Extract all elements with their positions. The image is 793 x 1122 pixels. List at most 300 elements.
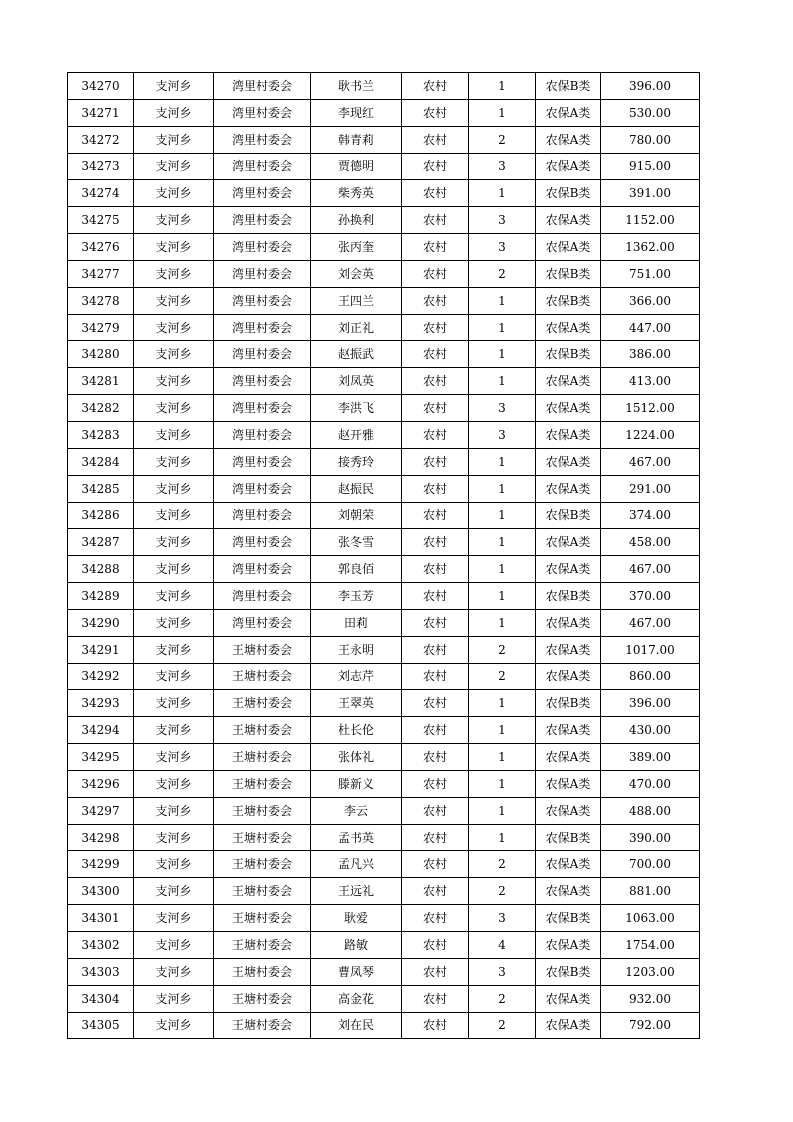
records-table	[67, 72, 700, 1039]
table-row	[68, 663, 700, 690]
name-cell: 路敏	[311, 932, 402, 959]
area-type-cell: 农村	[402, 609, 469, 636]
insurance-category-cell: 农保A类	[536, 99, 601, 126]
record-id-cell: 34303	[68, 958, 134, 985]
area-type-cell: 农村	[402, 744, 469, 771]
name-cell: 孟凡兴	[311, 851, 402, 878]
name-cell: 张丙奎	[311, 234, 402, 261]
insurance-category-cell: 农保A类	[536, 314, 601, 341]
township-cell: 支河乡	[134, 502, 214, 529]
name-cell: 韩青莉	[311, 126, 402, 153]
village-committee-cell: 王塘村委会	[214, 932, 311, 959]
name-cell: 刘朝荣	[311, 502, 402, 529]
household-count-cell: 2	[469, 260, 536, 287]
household-count-cell: 1	[469, 448, 536, 475]
amount-cell: 530.00	[601, 99, 700, 126]
household-count-cell: 3	[469, 958, 536, 985]
table-row	[68, 958, 700, 985]
table-row	[68, 1012, 700, 1039]
household-count-cell: 1	[469, 690, 536, 717]
amount-cell: 932.00	[601, 985, 700, 1012]
table-row	[68, 824, 700, 851]
township-cell: 支河乡	[134, 421, 214, 448]
township-cell: 支河乡	[134, 690, 214, 717]
village-committee-cell: 湾里村委会	[214, 529, 311, 556]
township-cell: 支河乡	[134, 395, 214, 422]
insurance-category-cell: 农保B类	[536, 260, 601, 287]
amount-cell: 860.00	[601, 663, 700, 690]
table-row	[68, 180, 700, 207]
record-id-cell: 34301	[68, 905, 134, 932]
insurance-category-cell: 农保A类	[536, 234, 601, 261]
household-count-cell: 2	[469, 636, 536, 663]
record-id-cell: 34290	[68, 609, 134, 636]
village-committee-cell: 湾里村委会	[214, 502, 311, 529]
insurance-category-cell: 农保A类	[536, 851, 601, 878]
village-committee-cell: 湾里村委会	[214, 234, 311, 261]
name-cell: 李现红	[311, 99, 402, 126]
area-type-cell: 农村	[402, 1012, 469, 1039]
insurance-category-cell: 农保B类	[536, 958, 601, 985]
household-count-cell: 3	[469, 421, 536, 448]
insurance-category-cell: 农保A类	[536, 717, 601, 744]
name-cell: 赵振民	[311, 475, 402, 502]
table-row	[68, 985, 700, 1012]
area-type-cell: 农村	[402, 932, 469, 959]
household-count-cell: 3	[469, 905, 536, 932]
township-cell: 支河乡	[134, 609, 214, 636]
area-type-cell: 农村	[402, 341, 469, 368]
area-type-cell: 农村	[402, 770, 469, 797]
township-cell: 支河乡	[134, 260, 214, 287]
amount-cell: 1203.00	[601, 958, 700, 985]
area-type-cell: 农村	[402, 958, 469, 985]
area-type-cell: 农村	[402, 663, 469, 690]
household-count-cell: 4	[469, 932, 536, 959]
insurance-category-cell: 农保A类	[536, 744, 601, 771]
area-type-cell: 农村	[402, 985, 469, 1012]
household-count-cell: 1	[469, 314, 536, 341]
name-cell: 刘会英	[311, 260, 402, 287]
insurance-category-cell: 农保A类	[536, 448, 601, 475]
name-cell: 王永明	[311, 636, 402, 663]
insurance-category-cell: 农保A类	[536, 368, 601, 395]
table-row	[68, 341, 700, 368]
village-committee-cell: 王塘村委会	[214, 663, 311, 690]
village-committee-cell: 湾里村委会	[214, 421, 311, 448]
household-count-cell: 2	[469, 1012, 536, 1039]
household-count-cell: 1	[469, 502, 536, 529]
village-committee-cell: 湾里村委会	[214, 556, 311, 583]
amount-cell: 1362.00	[601, 234, 700, 261]
village-committee-cell: 王塘村委会	[214, 824, 311, 851]
name-cell: 刘正礼	[311, 314, 402, 341]
household-count-cell: 2	[469, 851, 536, 878]
name-cell: 王翠英	[311, 690, 402, 717]
area-type-cell: 农村	[402, 690, 469, 717]
table-row	[68, 73, 700, 100]
household-count-cell: 3	[469, 207, 536, 234]
village-committee-cell: 湾里村委会	[214, 609, 311, 636]
area-type-cell: 农村	[402, 153, 469, 180]
record-id-cell: 34286	[68, 502, 134, 529]
insurance-category-cell: 农保B类	[536, 824, 601, 851]
record-id-cell: 34275	[68, 207, 134, 234]
record-id-cell: 34302	[68, 932, 134, 959]
village-committee-cell: 湾里村委会	[214, 448, 311, 475]
area-type-cell: 农村	[402, 878, 469, 905]
insurance-category-cell: 农保A类	[536, 878, 601, 905]
table-row	[68, 126, 700, 153]
table-row	[68, 932, 700, 959]
amount-cell: 366.00	[601, 287, 700, 314]
name-cell: 贾德明	[311, 153, 402, 180]
village-committee-cell: 王塘村委会	[214, 985, 311, 1012]
township-cell: 支河乡	[134, 583, 214, 610]
record-id-cell: 34293	[68, 690, 134, 717]
area-type-cell: 农村	[402, 287, 469, 314]
table-row	[68, 905, 700, 932]
area-type-cell: 农村	[402, 126, 469, 153]
household-count-cell: 1	[469, 824, 536, 851]
amount-cell: 447.00	[601, 314, 700, 341]
area-type-cell: 农村	[402, 448, 469, 475]
amount-cell: 467.00	[601, 609, 700, 636]
amount-cell: 780.00	[601, 126, 700, 153]
amount-cell: 413.00	[601, 368, 700, 395]
household-count-cell: 2	[469, 126, 536, 153]
name-cell: 柴秀英	[311, 180, 402, 207]
insurance-category-cell: 农保A类	[536, 932, 601, 959]
village-committee-cell: 湾里村委会	[214, 73, 311, 100]
table-row	[68, 770, 700, 797]
area-type-cell: 农村	[402, 207, 469, 234]
village-committee-cell: 湾里村委会	[214, 368, 311, 395]
village-committee-cell: 王塘村委会	[214, 851, 311, 878]
area-type-cell: 农村	[402, 99, 469, 126]
township-cell: 支河乡	[134, 878, 214, 905]
area-type-cell: 农村	[402, 260, 469, 287]
amount-cell: 1017.00	[601, 636, 700, 663]
amount-cell: 1063.00	[601, 905, 700, 932]
household-count-cell: 3	[469, 234, 536, 261]
village-committee-cell: 湾里村委会	[214, 260, 311, 287]
amount-cell: 700.00	[601, 851, 700, 878]
township-cell: 支河乡	[134, 556, 214, 583]
township-cell: 支河乡	[134, 958, 214, 985]
name-cell: 耿书兰	[311, 73, 402, 100]
record-id-cell: 34278	[68, 287, 134, 314]
name-cell: 田莉	[311, 609, 402, 636]
insurance-category-cell: 农保B类	[536, 583, 601, 610]
township-cell: 支河乡	[134, 770, 214, 797]
amount-cell: 291.00	[601, 475, 700, 502]
township-cell: 支河乡	[134, 824, 214, 851]
household-count-cell: 1	[469, 717, 536, 744]
name-cell: 刘在民	[311, 1012, 402, 1039]
household-count-cell: 3	[469, 153, 536, 180]
record-id-cell: 34289	[68, 583, 134, 610]
table-row	[68, 395, 700, 422]
township-cell: 支河乡	[134, 985, 214, 1012]
table-row	[68, 314, 700, 341]
record-id-cell: 34294	[68, 717, 134, 744]
area-type-cell: 农村	[402, 529, 469, 556]
insurance-category-cell: 农保B类	[536, 341, 601, 368]
area-type-cell: 农村	[402, 421, 469, 448]
record-id-cell: 34272	[68, 126, 134, 153]
name-cell: 李玉芳	[311, 583, 402, 610]
area-type-cell: 农村	[402, 502, 469, 529]
village-committee-cell: 湾里村委会	[214, 99, 311, 126]
name-cell: 赵振武	[311, 341, 402, 368]
amount-cell: 467.00	[601, 448, 700, 475]
village-committee-cell: 王塘村委会	[214, 1012, 311, 1039]
village-committee-cell: 湾里村委会	[214, 341, 311, 368]
village-committee-cell: 王塘村委会	[214, 636, 311, 663]
record-id-cell: 34287	[68, 529, 134, 556]
name-cell: 耿爱	[311, 905, 402, 932]
insurance-category-cell: 农保A类	[536, 126, 601, 153]
insurance-category-cell: 农保A类	[536, 529, 601, 556]
insurance-category-cell: 农保A类	[536, 475, 601, 502]
amount-cell: 751.00	[601, 260, 700, 287]
township-cell: 支河乡	[134, 797, 214, 824]
township-cell: 支河乡	[134, 529, 214, 556]
table-row	[68, 260, 700, 287]
record-id-cell: 34304	[68, 985, 134, 1012]
table-row	[68, 153, 700, 180]
table-row	[68, 636, 700, 663]
insurance-category-cell: 农保A类	[536, 153, 601, 180]
table-row	[68, 583, 700, 610]
name-cell: 孟书英	[311, 824, 402, 851]
amount-cell: 1224.00	[601, 421, 700, 448]
village-committee-cell: 湾里村委会	[214, 180, 311, 207]
table-row	[68, 502, 700, 529]
amount-cell: 881.00	[601, 878, 700, 905]
township-cell: 支河乡	[134, 368, 214, 395]
village-committee-cell: 王塘村委会	[214, 958, 311, 985]
village-committee-cell: 王塘村委会	[214, 770, 311, 797]
record-id-cell: 34297	[68, 797, 134, 824]
area-type-cell: 农村	[402, 556, 469, 583]
table-row	[68, 690, 700, 717]
record-id-cell: 34299	[68, 851, 134, 878]
township-cell: 支河乡	[134, 153, 214, 180]
insurance-category-cell: 农保B类	[536, 287, 601, 314]
record-id-cell: 34281	[68, 368, 134, 395]
township-cell: 支河乡	[134, 99, 214, 126]
insurance-category-cell: 农保A类	[536, 609, 601, 636]
amount-cell: 396.00	[601, 690, 700, 717]
name-cell: 杜长伦	[311, 717, 402, 744]
table-row	[68, 421, 700, 448]
table-row	[68, 797, 700, 824]
amount-cell: 391.00	[601, 180, 700, 207]
household-count-cell: 1	[469, 609, 536, 636]
area-type-cell: 农村	[402, 475, 469, 502]
amount-cell: 1152.00	[601, 207, 700, 234]
record-id-cell: 34300	[68, 878, 134, 905]
insurance-category-cell: 农保A类	[536, 207, 601, 234]
name-cell: 王四兰	[311, 287, 402, 314]
table-row	[68, 529, 700, 556]
record-id-cell: 34277	[68, 260, 134, 287]
township-cell: 支河乡	[134, 1012, 214, 1039]
amount-cell: 467.00	[601, 556, 700, 583]
household-count-cell: 1	[469, 287, 536, 314]
household-count-cell: 1	[469, 744, 536, 771]
insurance-category-cell: 农保B类	[536, 905, 601, 932]
record-id-cell: 34270	[68, 73, 134, 100]
village-committee-cell: 王塘村委会	[214, 905, 311, 932]
insurance-category-cell: 农保A类	[536, 770, 601, 797]
insurance-category-cell: 农保A类	[536, 797, 601, 824]
insurance-category-cell: 农保B类	[536, 690, 601, 717]
village-committee-cell: 湾里村委会	[214, 475, 311, 502]
area-type-cell: 农村	[402, 314, 469, 341]
amount-cell: 396.00	[601, 73, 700, 100]
area-type-cell: 农村	[402, 824, 469, 851]
table-row	[68, 744, 700, 771]
name-cell: 王远礼	[311, 878, 402, 905]
record-id-cell: 34295	[68, 744, 134, 771]
record-id-cell: 34280	[68, 341, 134, 368]
records-table-body	[68, 73, 700, 1039]
village-committee-cell: 王塘村委会	[214, 717, 311, 744]
household-count-cell: 2	[469, 985, 536, 1012]
amount-cell: 470.00	[601, 770, 700, 797]
area-type-cell: 农村	[402, 797, 469, 824]
household-count-cell: 2	[469, 663, 536, 690]
village-committee-cell: 湾里村委会	[214, 395, 311, 422]
village-committee-cell: 王塘村委会	[214, 797, 311, 824]
household-count-cell: 1	[469, 368, 536, 395]
record-id-cell: 34284	[68, 448, 134, 475]
name-cell: 滕新义	[311, 770, 402, 797]
insurance-category-cell: 农保A类	[536, 636, 601, 663]
amount-cell: 458.00	[601, 529, 700, 556]
table-row	[68, 207, 700, 234]
township-cell: 支河乡	[134, 744, 214, 771]
household-count-cell: 1	[469, 475, 536, 502]
township-cell: 支河乡	[134, 314, 214, 341]
village-committee-cell: 王塘村委会	[214, 690, 311, 717]
household-count-cell: 1	[469, 180, 536, 207]
township-cell: 支河乡	[134, 475, 214, 502]
record-id-cell: 34292	[68, 663, 134, 690]
area-type-cell: 农村	[402, 905, 469, 932]
insurance-category-cell: 农保A类	[536, 395, 601, 422]
township-cell: 支河乡	[134, 180, 214, 207]
area-type-cell: 农村	[402, 636, 469, 663]
area-type-cell: 农村	[402, 234, 469, 261]
amount-cell: 1512.00	[601, 395, 700, 422]
amount-cell: 792.00	[601, 1012, 700, 1039]
village-committee-cell: 王塘村委会	[214, 878, 311, 905]
name-cell: 刘凤英	[311, 368, 402, 395]
name-cell: 刘志芹	[311, 663, 402, 690]
area-type-cell: 农村	[402, 395, 469, 422]
insurance-category-cell: 农保B类	[536, 180, 601, 207]
township-cell: 支河乡	[134, 234, 214, 261]
table-row	[68, 368, 700, 395]
township-cell: 支河乡	[134, 663, 214, 690]
township-cell: 支河乡	[134, 207, 214, 234]
record-id-cell: 34273	[68, 153, 134, 180]
village-committee-cell: 湾里村委会	[214, 126, 311, 153]
household-count-cell: 1	[469, 73, 536, 100]
record-id-cell: 34291	[68, 636, 134, 663]
township-cell: 支河乡	[134, 341, 214, 368]
village-committee-cell: 湾里村委会	[214, 287, 311, 314]
township-cell: 支河乡	[134, 905, 214, 932]
table-row	[68, 717, 700, 744]
township-cell: 支河乡	[134, 932, 214, 959]
record-id-cell: 34271	[68, 99, 134, 126]
insurance-category-cell: 农保B类	[536, 502, 601, 529]
area-type-cell: 农村	[402, 180, 469, 207]
household-count-cell: 1	[469, 770, 536, 797]
area-type-cell: 农村	[402, 368, 469, 395]
area-type-cell: 农村	[402, 73, 469, 100]
amount-cell: 488.00	[601, 797, 700, 824]
village-committee-cell: 湾里村委会	[214, 583, 311, 610]
household-count-cell: 1	[469, 99, 536, 126]
township-cell: 支河乡	[134, 851, 214, 878]
name-cell: 张体礼	[311, 744, 402, 771]
household-count-cell: 1	[469, 529, 536, 556]
area-type-cell: 农村	[402, 583, 469, 610]
household-count-cell: 1	[469, 341, 536, 368]
record-id-cell: 34296	[68, 770, 134, 797]
village-committee-cell: 王塘村委会	[214, 744, 311, 771]
table-row	[68, 851, 700, 878]
area-type-cell: 农村	[402, 851, 469, 878]
village-committee-cell: 湾里村委会	[214, 314, 311, 341]
record-id-cell: 34276	[68, 234, 134, 261]
name-cell: 李洪飞	[311, 395, 402, 422]
amount-cell: 1754.00	[601, 932, 700, 959]
household-count-cell: 1	[469, 583, 536, 610]
township-cell: 支河乡	[134, 448, 214, 475]
household-count-cell: 1	[469, 556, 536, 583]
township-cell: 支河乡	[134, 287, 214, 314]
name-cell: 张冬雪	[311, 529, 402, 556]
village-committee-cell: 湾里村委会	[214, 153, 311, 180]
amount-cell: 386.00	[601, 341, 700, 368]
amount-cell: 915.00	[601, 153, 700, 180]
table-row	[68, 878, 700, 905]
insurance-category-cell: 农保A类	[536, 663, 601, 690]
table-row	[68, 475, 700, 502]
name-cell: 赵开雅	[311, 421, 402, 448]
village-committee-cell: 湾里村委会	[214, 207, 311, 234]
township-cell: 支河乡	[134, 73, 214, 100]
insurance-category-cell: 农保A类	[536, 1012, 601, 1039]
record-id-cell: 34285	[68, 475, 134, 502]
table-row	[68, 448, 700, 475]
household-count-cell: 2	[469, 878, 536, 905]
record-id-cell: 34274	[68, 180, 134, 207]
insurance-category-cell: 农保A类	[536, 985, 601, 1012]
amount-cell: 430.00	[601, 717, 700, 744]
name-cell: 郭良佰	[311, 556, 402, 583]
insurance-category-cell: 农保A类	[536, 556, 601, 583]
township-cell: 支河乡	[134, 126, 214, 153]
township-cell: 支河乡	[134, 717, 214, 744]
